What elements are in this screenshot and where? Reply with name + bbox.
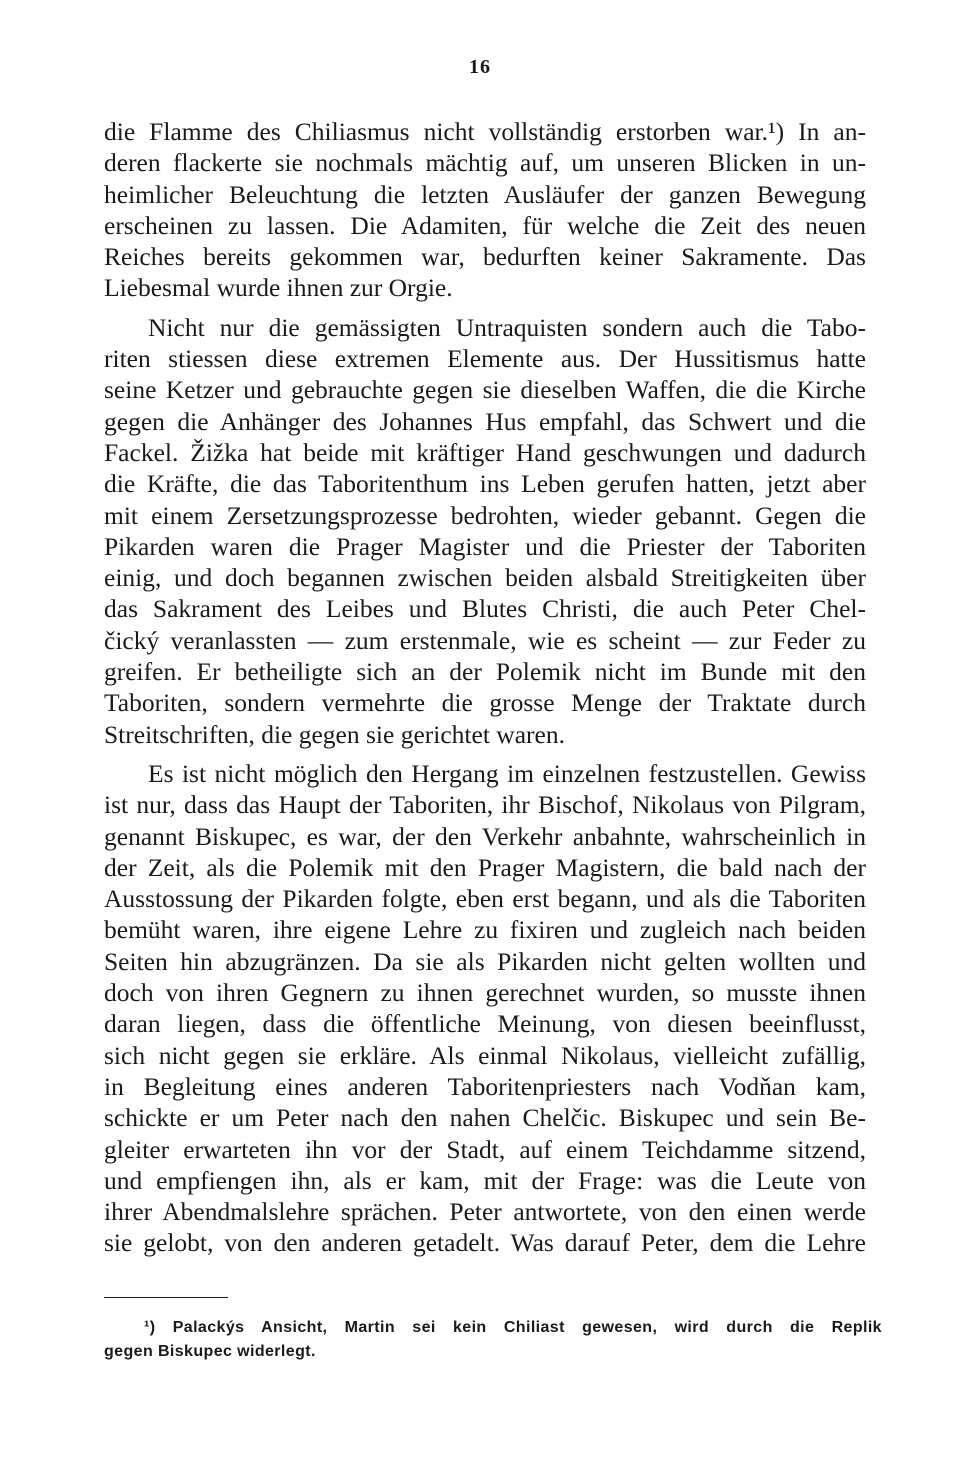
text-line: Pikarden waren die Prager Magister und die Priester der Taboriten [104,531,866,561]
body-text [104,116,866,1259]
text-line: Taboriten, sondern vermehrte die grosse Menge der Traktate durch [104,688,866,718]
text-line: genannt Biskupec, es war, der den Verkehr anbahnte, wahrscheinlich in [104,821,866,851]
text-line: sich nicht gegen sie erkläre. Als einmal Nikolaus, vielleicht zufällig, [104,1040,866,1070]
footnote-line: ¹) Palackýs Ansicht, Martin sei kein Chiliast gewesen, wird durch die Replik [144,1319,882,1336]
text-line: Es ist nicht möglich den Hergang im einzelnen festzustellen. Gewiss [148,758,866,788]
text-line: doch von ihren Gegnern zu ihnen gerechnet wurden, so musste ihnen [104,978,866,1008]
paragraph-2 [104,312,866,750]
text-line: Reiches bereits gekommen war, bedurften keiner Sakramente. Das [104,242,866,272]
text-line: einig, und doch begannen zwischen beiden alsbald Streitigkeiten über [104,563,866,593]
text-line: Streitschriften, die gegen sie gerichtet waren. [104,719,565,749]
text-line: schickte er um Peter nach den nahen Chelčic. Biskupec und sein Be- [104,1103,866,1133]
text-line: ihrer Abendmalslehre sprächen. Peter antwortete, von den einen werde [104,1197,866,1227]
text-line: gegen die Anhänger des Johannes Hus empfahl, das Schwert und die [104,406,866,436]
text-line: bemüht waren, ihre eigene Lehre zu fixiren und zugleich nach beiden [104,915,866,945]
text-line: Liebesmal wurde ihnen zur Orgie. [104,273,453,303]
paragraph-1 [104,116,866,304]
paragraph-3 [104,758,866,1259]
text-line: mit einem Zersetzungsprozesse bedrohten, wieder gebannt. Gegen die [104,500,866,530]
text-line: das Sakrament des Leibes und Blutes Christi, die auch Peter Chel- [104,594,866,624]
text-line: čický veranlassten — zum erstenmale, wie es scheint — zur Feder zu [104,625,866,655]
text-line: greifen. Er betheiligte sich an der Polemik nicht im Bunde mit den [104,657,866,687]
text-line: riten stiessen diese extremen Elemente aus. Der Hussitismus hatte [104,344,866,374]
text-line: Fackel. Žižka hat beide mit kräftiger Hand geschwungen und dadurch [104,437,866,467]
text-line: die Flamme des Chiliasmus nicht vollständig erstorben war.¹) In an- [104,117,866,146]
text-line: die Kräfte, die das Taboritenthum ins Leben gerufen hatten, jetzt aber [104,469,866,499]
text-line: der Zeit, als die Polemik mit den Prager Magistern, die bald nach der [104,852,866,882]
text-line: Nicht nur die gemässigten Untraquisten sondern auch die Tabo- [148,312,866,342]
text-line: ist nur, dass das Haupt der Taboriten, ihr Bischof, Nikolaus von Pilgram, [104,790,866,820]
text-line: gleiter erwarteten ihn vor der Stadt, auf einem Teichdamme sitzend, [104,1134,866,1164]
footnote [104,1316,882,1364]
text-line: seine Ketzer und gebrauchte gegen sie dieselben Waffen, die die Kirche [104,375,866,405]
footnote-line: gegen Biskupec widerlegt. [104,1343,316,1360]
text-line: in Begleitung eines anderen Taboritenpriesters nach Vodňan kam, [104,1071,866,1101]
text-line: erscheinen zu lassen. Die Adamiten, für welche die Zeit des neuen [104,210,866,240]
text-line: Seiten hin abzugränzen. Da sie als Pikarden nicht gelten wollten und [104,946,866,976]
page-number: 16 [469,56,491,78]
text-line: heimlicher Beleuchtung die letzten Ausläufer der ganzen Bewegung [104,179,866,209]
footnote-divider [104,1297,228,1298]
text-line: sie gelobt, von den anderen getadelt. Was darauf Peter, dem die Lehre [104,1228,866,1258]
text-line: Ausstossung der Pikarden folgte, eben erst begann, und als die Taboriten [104,884,866,914]
text-line: deren flackerte sie nochmals mächtig auf, um unseren Blicken in un- [104,148,866,178]
text-line: und empfiengen ihn, als er kam, mit der Frage: was die Leute von [104,1165,866,1195]
text-line: daran liegen, dass die öffentliche Meinung, von diesen beeinflusst, [104,1009,866,1039]
